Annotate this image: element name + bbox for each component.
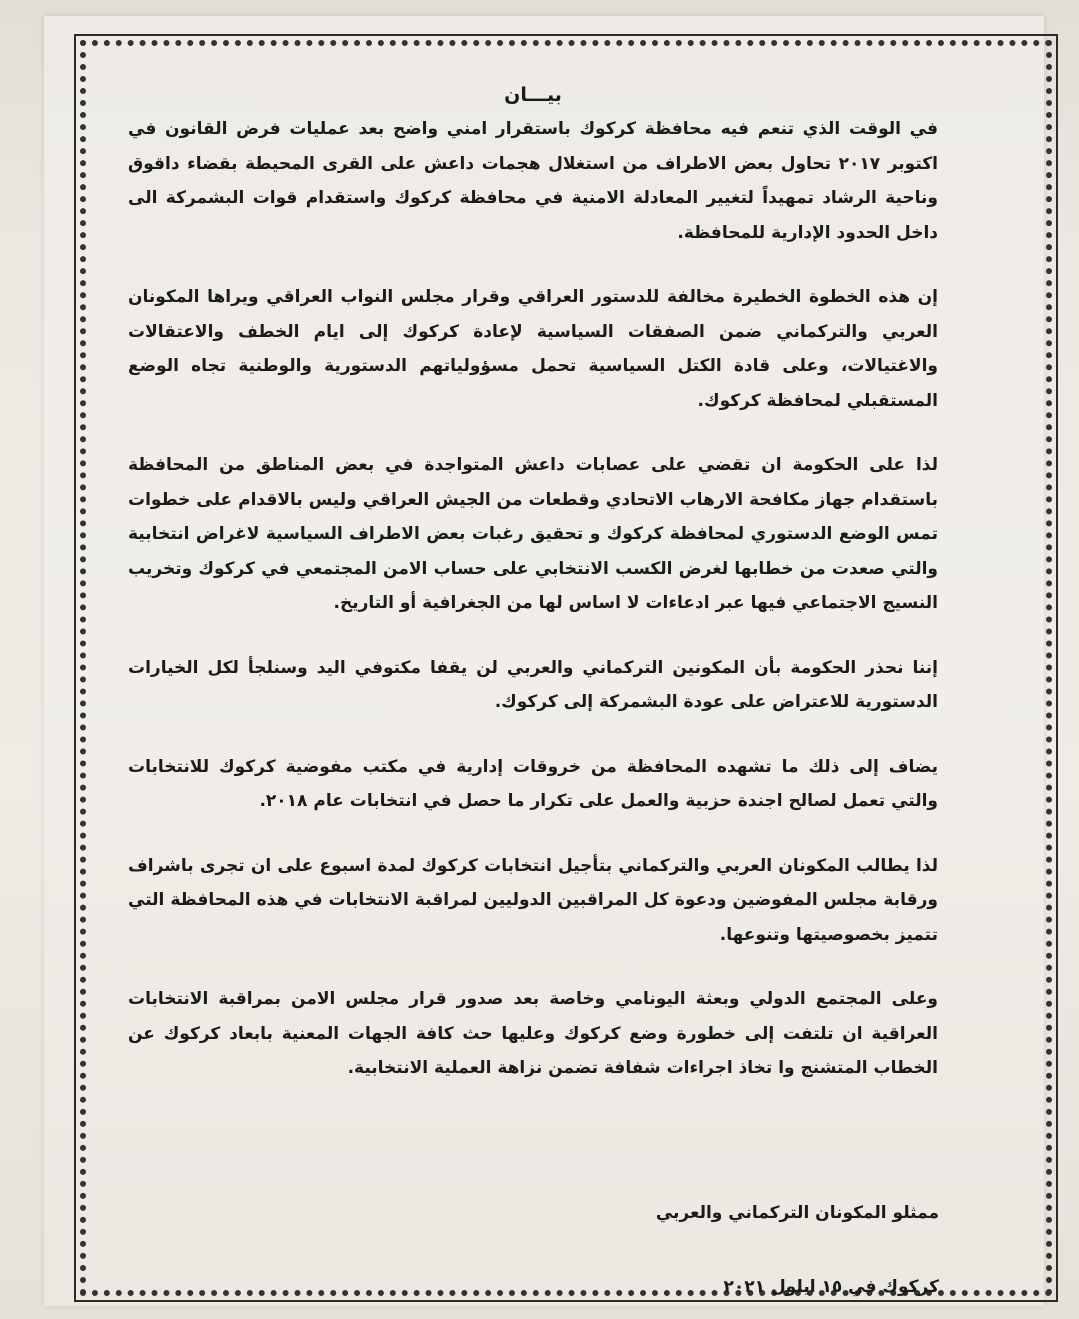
paragraph-7: وعلى المجتمع الدولي وبعثة اليونامي وخاصة بعد صدور قرار مجلس الامن بمراقبة الانتخابات العراقية ان تلتفت إلى خطورة وضع كركوك وعليها حث كافة الجهات المعنية بابعاد كركوك عن الخطاب المتشنج وا تخاذ اجراءات شفافة تضمن نزاهة العملية الانتخابية.: [128, 989, 938, 1078]
document-title: بيـــان: [504, 84, 562, 106]
paragraph-4: إننا نحذر الحكومة بأن المكونين التركماني والعربي لن يقفا مكتوفي اليد وسنلجأ لكل الخيارات الدستورية للاعتراض على عودة البشمركة إلى كركوك.: [128, 657, 938, 712]
signature-block: [656, 1196, 939, 1304]
paragraph-3: لذا على الحكومة ان تقضي على عصابات داعش المتواجدة في بعض المناطق من المحافظة باستقدام جهاز مكافحة الارهاب الاتحادي وقطعات من الجيش العراقي وليس بالاقدام على خطوات تمس الوضع الدستوري لمحافظة كركوك و تحقيق رغبات بعض الاطراف السياسية لاغراض انتخابية والتي صعدت من خطابها لغرض الكسب الانتخابي على حساب الامن المجتمعي في كركوك وتخريب النسيج الاجتماعي فيها عبر ادعاءات لا اساس لها من الجغرافية أو التاريخ.: [128, 455, 938, 613]
statement-body: [128, 80, 938, 1116]
paragraph-5: يضاف إلى ذلك ما تشهده المحافظة من خروقات إدارية في مكتب مفوضية كركوك للانتخابات والتي تعمل لصالح اجندة حزبية والعمل على تكرار ما حصل في انتخابات عام ٢٠١٨.: [128, 756, 938, 811]
paragraph-6: لذا يطالب المكونان العربي والتركماني بتأجيل انتخابات كركوك لمدة اسبوع على ان تجرى باشراف ورقابة مجلس المفوضين ودعوة كل المراقبين الدوليين لمراقبة الانتخابات في هذه المحافظة التي تتميز بخصوصيتها وتنوعها.: [128, 855, 938, 945]
paragraph-1: في الوقت الذي تنعم فيه محافظة كركوك باستقرار امني واضح بعد عمليات فرض القانون في اكتوبر ٢٠١٧ تحاول بعض الاطراف من استغلال هجمات داعش على القرى المحيطة بقضاء داقوق وناحية الرشاد تمهيداً لتغيير المعادلة الامنية في محافظة كركوك واستقدام قوات البشمركة الى داخل الحدود الإدارية للمحافظة.: [128, 119, 938, 243]
paragraph-2: إن هذه الخطوة الخطيرة مخالفة للدستور العراقي وقرار مجلس النواب العراقي ويراها المكونان العربي والتركماني ضمن الصفقات السياسية لإعادة كركوك إلى ايام الخطف والاعتقالات والاغتيالات، وعلى قادة الكتل السياسية تحمل مسؤولياتهم الدستورية والوطنية تجاه الوضع المستقبلي لمحافظة كركوك.: [128, 287, 938, 411]
signatory: ممثلو المكونان التركماني والعربي: [655, 1203, 939, 1223]
date-line: كركوك في ١٥ ايلول ٢٠٢١: [723, 1277, 939, 1297]
